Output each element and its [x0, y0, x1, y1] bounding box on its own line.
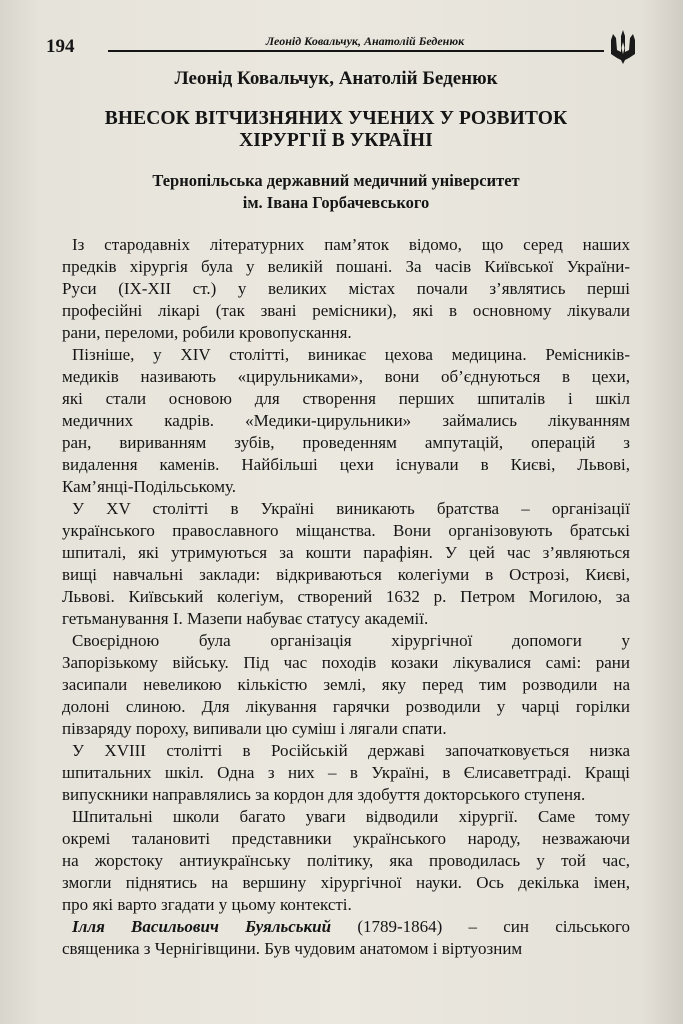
- text-line: [62, 872, 630, 894]
- affiliation-line: ім. Івана Горбачевського: [242, 193, 430, 212]
- line-text: У XVIII столітті в Російській державі започатковується низка: [72, 741, 630, 760]
- text-line: [62, 432, 630, 454]
- text-line: [72, 234, 630, 256]
- paragraph: [62, 740, 630, 806]
- line-text: предків хірургія була у великій пошані. За часів Київської України-: [62, 257, 630, 276]
- line-text: вищі навчальні заклади: відкриваються колегіуми в Острозі, Києві,: [62, 565, 630, 584]
- line-text: У XV столітті в Україні виникають братства – організації: [72, 499, 630, 518]
- article-title: [34, 108, 638, 152]
- article-affiliation: [34, 170, 638, 214]
- line-text: Із стародавніх літературних пам’яток відомо, що серед наших: [72, 235, 630, 254]
- text-line: [62, 278, 630, 300]
- line-text: засипали невеликою кількістю землі, яку перед тим розводили на: [62, 675, 630, 694]
- text-line: [62, 322, 630, 344]
- text-line: [62, 762, 630, 784]
- paragraph: [62, 234, 630, 344]
- text-line: [62, 476, 630, 498]
- person-name: Ілля Васильович Буяльський: [72, 917, 332, 936]
- title-line: ВНЕСОК ВІТЧИЗНЯНИХ УЧЕНИХ У РОЗВИТОК: [104, 108, 568, 129]
- line-text: рани, переломи, робили кровопускання.: [62, 323, 352, 342]
- line-text: Пізніше, у XIV столітті, виникає цехова медицина. Ремісників-: [72, 345, 630, 364]
- article-authors: Леонід Ковальчук, Анатолій Беденюк: [174, 68, 498, 89]
- line-text: видалення каменів. Найбільші цехи існували в Києві, Львові,: [62, 455, 630, 474]
- line-text: півзаряду пороху, випивали цю суміш і лягали спати.: [62, 719, 447, 738]
- running-head-text: Леонід Ковальчук, Анатолій Беденюк: [260, 34, 470, 48]
- text-line: [62, 520, 630, 542]
- line-text: медичних кадрів. «Медики-цирульники» займались лікуванням: [62, 411, 630, 430]
- paragraph: [62, 630, 630, 740]
- page-header: [34, 30, 638, 62]
- trident-icon: [608, 28, 638, 66]
- article-body: [62, 234, 630, 960]
- text-line: [62, 564, 630, 586]
- line-text: українського православного міщанства. Вони організовують братські: [62, 521, 630, 540]
- paragraph: [62, 806, 630, 916]
- line-text: (1789-1864) – син сільського: [331, 917, 630, 936]
- line-text: долоні слиною. Для лікування гарячки розводили у чарці горілки: [62, 697, 630, 716]
- text-line: [62, 410, 630, 432]
- paragraph: [62, 916, 630, 960]
- text-line: [62, 586, 630, 608]
- text-line: [72, 806, 630, 828]
- title-line: ХІРУРГІЇ В УКРАЇНІ: [239, 130, 433, 151]
- text-line: [62, 300, 630, 322]
- text-line: [62, 828, 630, 850]
- text-line: [62, 608, 630, 630]
- line-text: Кам’янці-Подільському.: [62, 477, 237, 496]
- line-text: шпиталі, які утримуються за кошти парафіян. У цей час з’являються: [62, 543, 630, 562]
- text-line: [72, 344, 630, 366]
- text-line: [62, 542, 630, 564]
- header-rule: [108, 50, 604, 52]
- line-text: які стали основою для створення перших шпиталів і шкіл: [62, 389, 630, 408]
- text-line: [72, 498, 630, 520]
- text-line: [62, 674, 630, 696]
- text-line: [62, 256, 630, 278]
- line-text: на жорстоку антиукраїнську політику, яка проводилась у той час,: [62, 851, 630, 870]
- line-text: Своєрідною була організація хірургічної допомоги у: [72, 631, 630, 650]
- text-line: [62, 938, 630, 960]
- line-text: професійні лікарі (так звані ремісники), які в основному лікували: [62, 301, 630, 320]
- line-text: змогли піднятись на вершину хірургічної науки. Ось декілька імен,: [62, 873, 630, 892]
- text-line: [62, 388, 630, 410]
- line-text: Запорізькому війську. Під час походів козаки лікувалися самі: рани: [62, 653, 630, 672]
- running-head: [34, 34, 604, 49]
- page-number: 194: [46, 36, 75, 57]
- text-line: [72, 916, 630, 938]
- line-text: гетьманування І. Мазепи набуває статусу академії.: [62, 609, 429, 628]
- line-text: окремі талановиті представники українського народу, незважаючи: [62, 829, 630, 848]
- affiliation-line: Тернопільська державний медичний університет: [152, 171, 520, 190]
- line-text: про які варто згадати у цьому контексті.: [62, 895, 352, 914]
- text-line: [62, 696, 630, 718]
- line-text: Львові. Київський колегіум, створений 1632 р. Петром Могилою, за: [62, 587, 630, 606]
- paragraph: [62, 344, 630, 498]
- text-line: [72, 630, 630, 652]
- text-line: [62, 652, 630, 674]
- line-text: священика з Чернігівщини. Був чудовим анатомом і віртуозним: [62, 939, 523, 958]
- line-text: шпитальних шкіл. Одна з них – в Україні, в Єлисаветграді. Кращі: [62, 763, 630, 782]
- line-text: ран, вириванням зубів, проведенням ампутацій, операцій з: [62, 433, 630, 452]
- text-line: [62, 454, 630, 476]
- text-line: [72, 740, 630, 762]
- text-line: [62, 850, 630, 872]
- line-text: Руси (ІХ-ХІІ ст.) у великих містах почали з’являтись перші: [62, 279, 630, 298]
- paragraph: [62, 498, 630, 630]
- text-line: [62, 366, 630, 388]
- line-text: Шпитальні школи багато уваги відводили хірургії. Саме тому: [72, 807, 630, 826]
- line-text: випускники направлялись за кордон для здобуття докторського ступеня.: [62, 785, 586, 804]
- text-line: [62, 784, 630, 806]
- text-line: [62, 718, 630, 740]
- text-line: [62, 894, 630, 916]
- line-text: медиків називають «цирульниками», вони об’єднуються в цехи,: [62, 367, 630, 386]
